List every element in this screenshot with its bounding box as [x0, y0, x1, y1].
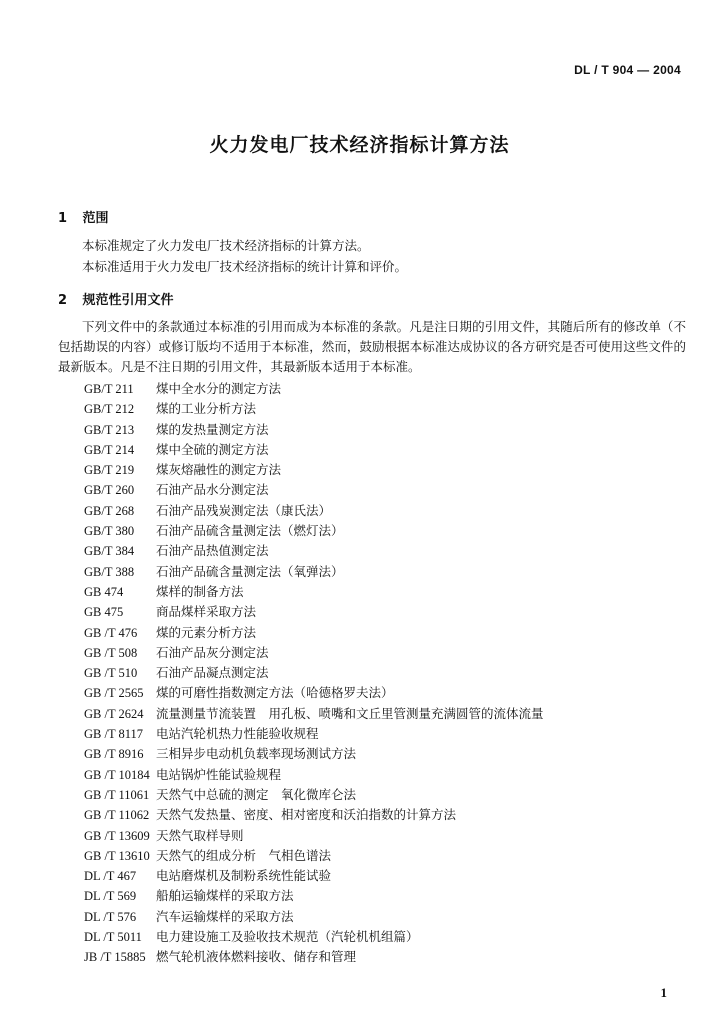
reference-title: 煤灰熔融性的测定方法	[156, 462, 282, 478]
section-title: 范围	[82, 211, 109, 226]
reference-item	[84, 623, 544, 643]
reference-title: 石油产品热值测定法	[156, 543, 269, 559]
reference-item	[84, 846, 544, 866]
reference-code: GB/T 388	[84, 564, 135, 579]
reference-item	[84, 683, 544, 703]
document-title: 火力发电厂技术经济指标计算方法	[209, 134, 510, 156]
reference-title: 船舶运输煤样的采取方法	[156, 888, 294, 904]
reference-code: GB /T 8117	[84, 727, 144, 742]
reference-title: 天然气的组成分析 气相色谱法	[156, 847, 332, 863]
reference-item	[84, 765, 544, 785]
reference-item	[84, 805, 544, 825]
reference-item	[84, 541, 544, 561]
reference-item	[84, 866, 544, 886]
reference-item	[84, 907, 544, 927]
reference-item	[84, 399, 544, 419]
reference-title: 天然气中总硫的测定 氧化微库仑法	[156, 786, 357, 802]
reference-item	[84, 785, 544, 805]
reference-code: GB /T 476	[84, 625, 138, 640]
reference-code: DL /T 576	[84, 909, 137, 924]
reference-title: 煤的发热量测定方法	[156, 421, 269, 437]
reference-title: 煤中全水分的测定方法	[156, 381, 282, 396]
reference-title: 石油产品残炭测定法（康氏法）	[156, 502, 332, 518]
reference-title: 电站汽轮机热力性能验收规程	[156, 726, 319, 742]
reference-code: GB /T 11062	[84, 808, 150, 823]
reference-title: 流量测量节流装置 用孔板、喷嘴和文丘里管测量充满圆管的流体流量	[156, 705, 544, 721]
reference-item	[84, 826, 544, 846]
reference-title: 煤的工业分析方法	[156, 401, 257, 417]
reference-code: GB /T 2624	[84, 706, 144, 721]
reference-title: 天然气发热量、密度、相对密度和沃泊指数的计算方法	[156, 807, 457, 823]
reference-code: DL /T 569	[84, 889, 137, 904]
page-number: 1	[660, 985, 667, 1000]
reference-item	[84, 460, 544, 480]
reference-title: 煤的可磨性指数测定方法（哈德格罗夫法）	[156, 685, 394, 701]
reference-item	[84, 947, 544, 967]
reference-code: GB/T 268	[84, 503, 135, 518]
reference-code: GB/T 260	[84, 483, 135, 498]
reference-item	[84, 643, 544, 663]
reference-code: GB /T 2565	[84, 686, 144, 701]
reference-item	[84, 927, 544, 947]
section-1-heading	[58, 207, 109, 226]
reference-item	[84, 420, 544, 440]
reference-code: GB /T 510	[84, 666, 138, 681]
reference-code: GB 474	[84, 584, 124, 599]
reference-item	[84, 480, 544, 500]
reference-code: DL /T 5011	[84, 930, 142, 945]
reference-title: 煤的元素分析方法	[156, 624, 257, 640]
reference-title: 石油产品硫含量测定法（燃灯法）	[156, 523, 344, 539]
reference-title: 石油产品水分测定法	[156, 482, 269, 498]
reference-item	[84, 602, 544, 622]
reference-title: 汽车运输煤样的采取方法	[156, 908, 294, 924]
reference-code: JB /T 15885	[84, 950, 146, 965]
reference-title: 电力建设施工及验收技术规范（汽轮机机组篇）	[156, 929, 419, 945]
reference-item	[84, 582, 544, 602]
reference-title: 电站锅炉性能试验规程	[156, 766, 282, 782]
reference-item	[84, 440, 544, 460]
scope-paragraph: 本标准规定了火力发电厂技术经济指标的计算方法。	[82, 238, 370, 253]
reference-code: GB /T 10184	[84, 767, 150, 782]
reference-code: GB/T 212	[84, 402, 135, 417]
reference-item	[84, 379, 544, 399]
scope-paragraph: 本标准适用于火力发电厂技术经济指标的统计计算和评价。	[82, 259, 408, 274]
reference-item	[84, 501, 544, 521]
reference-code: GB /T 508	[84, 645, 138, 660]
reference-title: 石油产品硫含量测定法（氧弹法）	[156, 563, 344, 579]
reference-item	[84, 724, 544, 744]
reference-code: GB/T 219	[84, 463, 135, 478]
standard-code-header: DL / T 904 — 2004	[574, 63, 681, 77]
reference-code: GB /T 8916	[84, 747, 144, 762]
reference-code: GB/T 211	[84, 382, 134, 396]
reference-code: GB /T 11061	[84, 787, 150, 802]
reference-item	[84, 704, 544, 724]
section-number: 1	[58, 211, 68, 226]
reference-title: 燃气轮机液体燃料接收、储存和管理	[156, 949, 357, 965]
reference-item	[84, 886, 544, 906]
reference-title: 天然气取样导则	[156, 827, 244, 843]
normative-references-intro: 下列文件中的条款通过本标准的引用而成为本标准的条款。凡是注日期的引用文件，其随后所有的修改单（不包括勘误的内容）或修订版均不适用于本标准，然而，鼓励根据本标准达成协议的各方研究是否可使用这些文件的最新版本。凡是不注日期的引用文件，其最新版本适用于本标准。	[58, 319, 686, 374]
reference-title: 煤样的制备方法	[156, 583, 244, 599]
reference-title: 电站磨煤机及制粉系统性能试验	[156, 868, 332, 884]
reference-title: 石油产品灰分测定法	[156, 644, 269, 660]
reference-code: GB /T 13610	[84, 848, 150, 863]
reference-code: GB/T 213	[84, 422, 135, 437]
section-number: 2	[58, 293, 68, 308]
reference-item	[84, 562, 544, 582]
reference-code: GB/T 384	[84, 544, 135, 559]
reference-title: 商品煤样采取方法	[156, 604, 257, 620]
reference-code: GB /T 13609	[84, 828, 150, 843]
reference-code: GB/T 214	[84, 442, 135, 457]
section-title: 规范性引用文件	[82, 293, 174, 308]
reference-item	[84, 521, 544, 541]
reference-list	[84, 379, 544, 968]
reference-code: GB/T 380	[84, 524, 135, 539]
reference-item	[84, 663, 544, 683]
reference-code: GB 475	[84, 605, 124, 620]
reference-code: DL /T 467	[84, 869, 137, 884]
reference-title: 石油产品凝点测定法	[156, 665, 269, 681]
reference-title: 三相异步电动机负载率现场测试方法	[156, 746, 357, 762]
section-2-heading	[58, 289, 174, 308]
reference-title: 煤中全硫的测定方法	[156, 441, 269, 457]
reference-item	[84, 744, 544, 764]
